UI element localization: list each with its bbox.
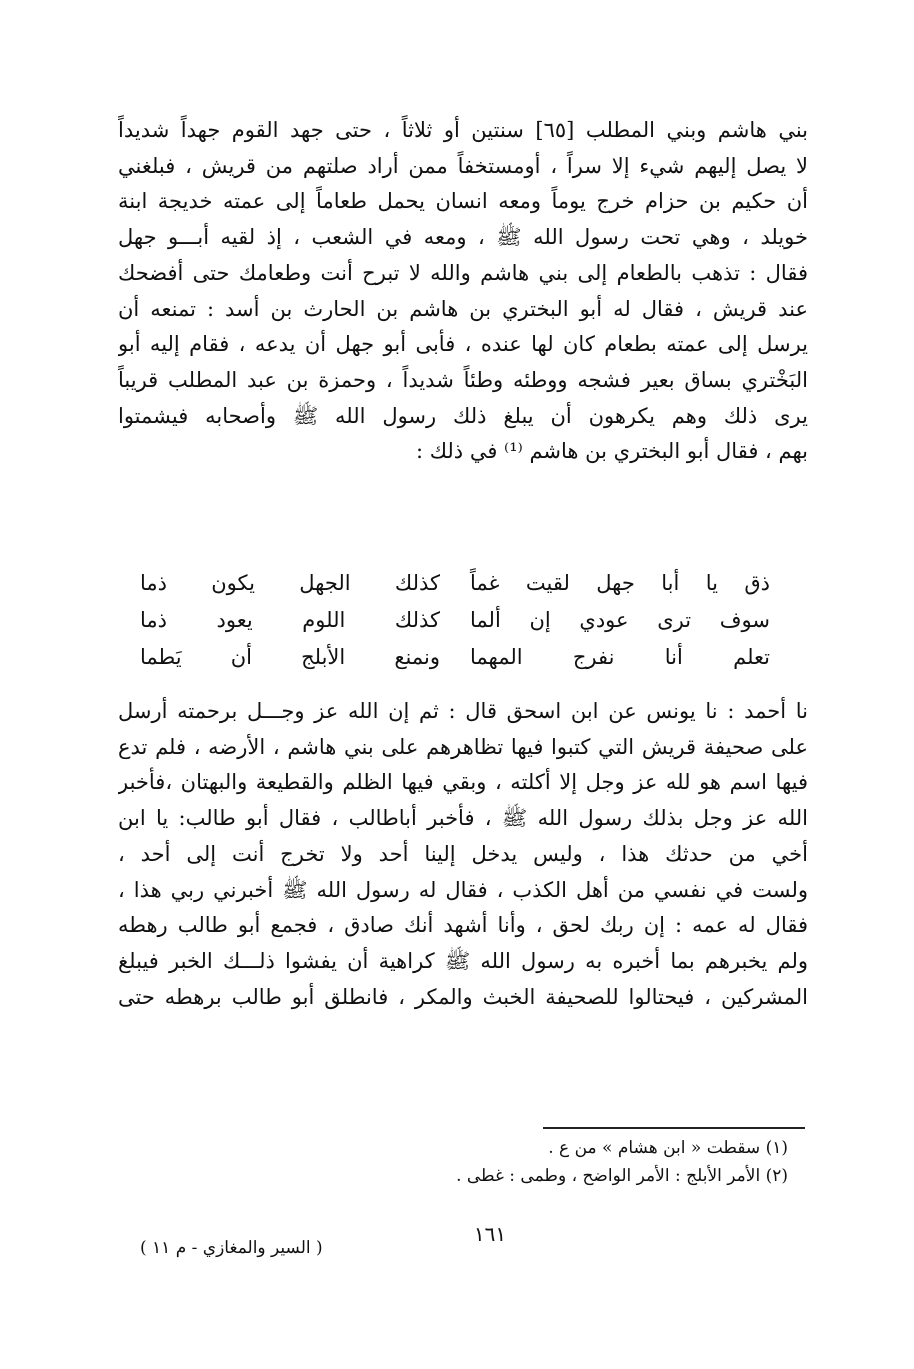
text-line: فقال له عمه : إن ربك لحق ، وأنا أشهد أنك صادق ، فجمع أبو طالب رهطه: [118, 913, 808, 938]
footnote-divider: [543, 1127, 805, 1129]
text-line: فقال : تذهب بالطعام إلى بني هاشم والله لا تبرح أنت وطعامك حتى أفضحك: [118, 260, 808, 285]
text-line: على صحيفة قريش التي كتبوا فيها تظاهرهم على بني هاشم ، الأرضه ، فلم تدع: [118, 734, 808, 759]
text-line: نا أحمد : نا يونس عن ابن اسحق قال : ثم إن الله عز وجـــل برحمته أرسل: [118, 699, 808, 723]
verse-second-hemistich: كذلك الجهل يكون ذما: [140, 571, 440, 595]
verse-row: [140, 565, 770, 602]
footnote-2: (٢) الأمر الأبلج : الأمر الواضح ، وطمى : غطى .: [456, 1166, 788, 1186]
verse-first-hemistich: ذق يا أبا جهل لقيت غماً: [470, 571, 770, 595]
footnotes: [300, 1134, 788, 1190]
verse-row: [140, 639, 770, 676]
verse-first-hemistich: تعلم أنا نفرج المهما: [470, 645, 770, 669]
poem-verses: [140, 565, 770, 676]
verse-second-hemistich: كذلك اللوم يعود ذما: [140, 608, 440, 632]
text-line: الله عز وجل بذلك رسول الله ﷺ ، فأخبر أباطالب ، فقال أبو طالب: يا ابن: [118, 806, 808, 831]
text-line: المشركين ، فيحتالوا للصحيفة الخبث والمكر ، فانطلق أبو طالب برهطه حتى: [118, 984, 808, 1009]
text-line: عند قريش ، فقال له أبو البختري بن هاشم بن الحارث بن أسد : تمنعه أن: [118, 296, 808, 321]
text-line: خويلد ، وهي تحت رسول الله ﷺ ، ومعه في الشعب ، إذ لقيه أبـــو جهل: [118, 225, 808, 250]
text-line: بني هاشم وبني المطلب [٦٥] سنتين أو ثلاثاً ، حتى جهد القوم جهداً شديداً: [118, 118, 808, 142]
page-number: ١٦١: [473, 1222, 507, 1246]
paragraph-2: [118, 694, 808, 1015]
text-line: ولم يخبرهم بما أخبره به رسول الله ﷺ كراهية أن يفشوا ذلـــك الخبر فيبلغ: [118, 948, 808, 973]
text-line: أن حكيم بن حزام خرج يوماً ومعه انسان يحمل طعاماً إلى عمته خديجة ابنة: [118, 189, 808, 214]
text-line: بهم ، فقال أبو البختري بن هاشم ⁽¹⁾ في ذلك :: [415, 439, 808, 464]
text-line: لا يصل إليهم شيء إلا سراً ، أومستخفاً ممن أراد صلتهم من قريش ، فبلغني: [118, 153, 808, 178]
text-line: يرسل إلى عمته بطعام كان لها عنده ، فأبى أبو جهل أن يدعه ، فقام إليه أبو: [118, 332, 808, 357]
text-line: أخي من حدثك هذا ، وليس يدخل إلينا أحد ولا تخرج أنت إلى أحد ،: [118, 841, 808, 866]
printer-signature: ( السير والمغازي - م ١١ ): [140, 1238, 323, 1258]
text-line: البَخْتري بساق بعير فشجه ووطئه وطئاً شديداً ، وحمزة بن عبد المطلب قريباً: [118, 367, 808, 392]
text-line: فيها اسم هو لله عز وجل إلا أكلته ، وبقي فيها الظلم والقطيعة والبهتان ،فأخبر: [118, 770, 808, 795]
verse-first-hemistich: سوف ترى عودي إن ألما: [470, 608, 770, 632]
text-line: ولست في نفسي من أهل الكذب ، فقال له رسول الله ﷺ أخبرني ربي هذا ،: [118, 877, 808, 902]
footnote-1: (١) سقطت « ابن هشام » من ع .: [548, 1138, 788, 1158]
verse-second-hemistich: ونمنع الأبلج أن يَطما: [140, 645, 440, 669]
verse-row: [140, 602, 770, 639]
text-line: يرى ذلك وهم يكرهون أن يبلغ ذلك رسول الله ﷺ وأصحابه فيشمتوا: [118, 403, 808, 428]
paragraph-1: [118, 113, 808, 470]
